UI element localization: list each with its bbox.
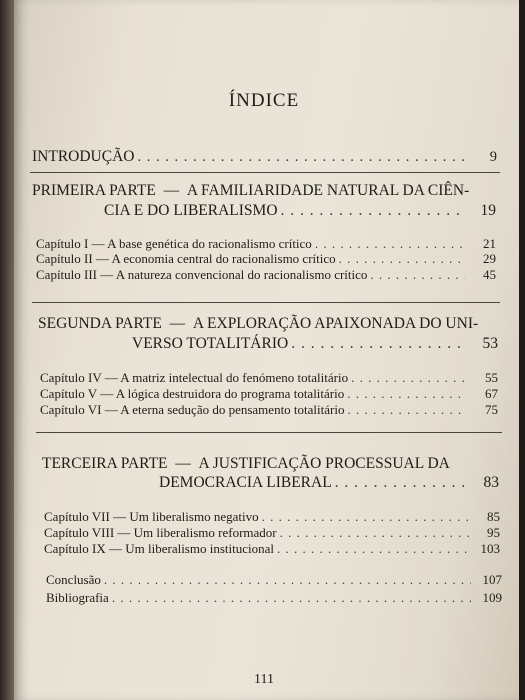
toc-chapter-8: [44, 525, 500, 541]
toc-entry-page: 107: [482, 572, 502, 587]
leader-dots: [104, 572, 471, 588]
part-page: 19: [480, 202, 496, 219]
book-page: [14, 0, 519, 700]
chapter-page: 103: [480, 541, 500, 556]
toc-entry-page: 109: [482, 590, 502, 605]
part-page: 53: [482, 335, 498, 352]
toc-entry-bibliography: [46, 590, 502, 606]
em-dash: —: [159, 182, 183, 199]
part-label: SEGUNDA PARTE: [38, 315, 162, 332]
page-title: ÍNDICE: [228, 90, 300, 111]
leader-dots: [370, 267, 465, 283]
part-heading-3-line2: [159, 474, 499, 492]
toc-entry-page: 9: [489, 149, 497, 165]
chapter-label: Capítulo IV — A matriz intelectual do fenómeno totalitário: [40, 370, 349, 385]
part-title-line1: A EXPLORAÇÃO APAIXONADA DO UNI-: [192, 315, 479, 332]
toc-chapter-1: [36, 236, 496, 252]
part-heading-2-line2: [132, 335, 498, 353]
leader-dots: [347, 386, 467, 402]
divider: [30, 172, 500, 173]
part-heading-1-line2: [104, 202, 496, 220]
part-title-line2: DEMOCRACIA LIBERAL: [159, 474, 332, 491]
leader-dots: [291, 335, 467, 353]
toc-chapter-4: [40, 370, 498, 386]
part-page: 83: [483, 474, 499, 491]
divider: [36, 432, 502, 433]
chapter-label: Capítulo VII — Um liberalismo negativo: [44, 509, 259, 524]
leader-dots: [277, 541, 469, 557]
chapter-page: 75: [485, 402, 498, 417]
toc-chapter-2: [36, 251, 496, 267]
part-title-line1: A JUSTIFICAÇÃO PROCESSUAL DA: [198, 455, 450, 472]
chapter-page: 21: [483, 236, 496, 251]
em-dash: —: [165, 315, 189, 332]
toc-chapter-9: [44, 541, 500, 557]
chapter-label: Capítulo V — A lógica destruidora do programa totalitário: [40, 386, 345, 401]
part-title-line2: VERSO TOTALITÁRIO: [132, 335, 289, 352]
toc-chapter-5: [40, 386, 498, 402]
chapter-label: Capítulo VI — A eterna sedução do pensamento totalitário: [40, 402, 345, 417]
part-title-line2: CIA E DO LIBERALISMO: [104, 202, 278, 219]
leader-dots: [137, 149, 466, 166]
leader-dots: [351, 370, 467, 386]
chapter-label: Capítulo II — A economia central do racionalismo crítico: [36, 251, 336, 266]
part-label: TERCEIRA PARTE: [42, 455, 168, 472]
chapter-label: Capítulo VIII — Um liberalismo reformador: [44, 525, 277, 540]
chapter-page: 29: [483, 251, 496, 266]
page-number: 111: [254, 672, 274, 687]
leader-dots: [347, 402, 467, 418]
chapter-page: 67: [485, 386, 498, 401]
toc-entry-introduction: [32, 148, 497, 166]
toc-entry-label: Conclusão: [46, 572, 101, 587]
leader-dots: [339, 251, 465, 267]
chapter-label: Capítulo IX — Um liberalismo institucional: [44, 541, 275, 556]
leader-dots: [262, 509, 469, 525]
chapter-label: Capítulo III — A natureza convencional do racionalismo crítico: [36, 267, 368, 282]
chapter-page: 95: [487, 525, 500, 540]
part-label: PRIMEIRA PARTE: [32, 182, 156, 199]
chapter-page: 55: [485, 370, 498, 385]
leader-dots: [335, 474, 468, 492]
leader-dots: [280, 525, 469, 541]
toc-chapter-7: [44, 509, 500, 525]
part-heading-2: [38, 315, 478, 333]
toc-chapter-6: [40, 402, 498, 418]
chapter-page: 45: [483, 267, 496, 282]
part-heading-3: [42, 455, 450, 473]
part-heading-1: [32, 182, 469, 200]
em-dash: —: [171, 455, 195, 472]
toc-chapter-3: [36, 267, 496, 283]
leader-dots: [315, 236, 465, 252]
toc-entry-conclusion: [46, 572, 502, 588]
toc-entry-label: INTRODUÇÃO: [32, 148, 135, 165]
divider: [32, 302, 500, 303]
toc-entry-label: Bibliografia: [46, 590, 109, 605]
leader-dots: [281, 202, 465, 220]
chapter-page: 85: [487, 509, 500, 524]
part-title-line1: A FAMILIARIDADE NATURAL DA CIÊN-: [186, 182, 470, 199]
chapter-label: Capítulo I — A base genética do racionalismo crítico: [36, 236, 312, 251]
leader-dots: [112, 590, 471, 606]
